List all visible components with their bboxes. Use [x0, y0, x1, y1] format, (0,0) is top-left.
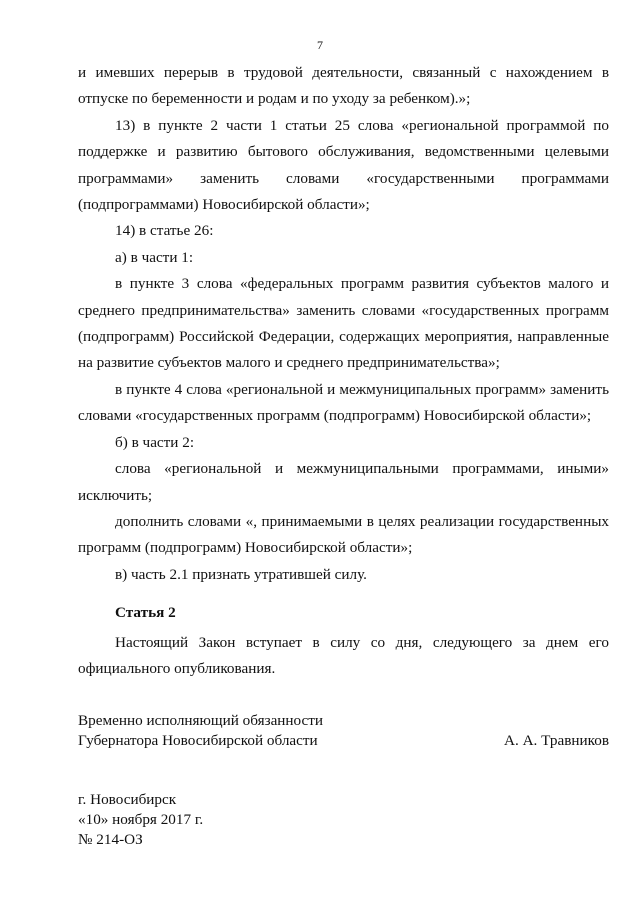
paragraph: дополнить словами «, принимаемыми в целях реализации государственных программ (подпрограмм) Новосибирской области»;	[78, 512, 609, 557]
paragraph: а) в части 1:	[115, 248, 194, 266]
paragraph: б) в части 2:	[115, 433, 195, 451]
city: г. Новосибирск	[78, 791, 177, 808]
article-heading: Статья 2	[115, 604, 176, 621]
paragraph: в пункте 3 слова «федеральных программ развития субъектов малого и среднего предпринимательства» заменить словами «государственных программ (подпрограмм) Российской Федерации, содержащих мероприятия, направленные на развитие субъектов малого и среднего предпринимательства»;	[78, 275, 609, 372]
paragraph: в пункте 4 слова «региональной и межмуниципальных программ» заменить словами «государственных программ (подпрограмм) Новосибирской области»;	[78, 380, 609, 425]
paragraph: 14) в статье 26:	[115, 222, 214, 240]
document-date: «10» ноября 2017 г.	[78, 811, 204, 828]
paragraph: слова «региональной и межмуниципальными программами, иными» исключить;	[78, 460, 609, 504]
law-amendments-text	[78, 60, 609, 588]
signature-block	[78, 711, 609, 751]
document-footer	[78, 790, 203, 850]
signer-position-line-1: Временно исполняющий обязанности	[78, 712, 324, 729]
article-paragraph: Настоящий Закон вступает в силу со дня, следующего за днем его официального опубликования.	[78, 634, 609, 678]
article-body	[78, 630, 609, 683]
document-number: № 214-ОЗ	[78, 831, 143, 848]
paragraph: в) часть 2.1 признать утратившей силу.	[115, 565, 367, 583]
signer-position-line-2: Губернатора Новосибирской области	[78, 732, 318, 749]
paragraph: и имевших перерыв в трудовой деятельности, связанный с нахождением в отпуске по беременности и родам и по уходу за ребенком).»;	[78, 64, 609, 108]
page-number: 7	[317, 38, 323, 52]
paragraph: 13) в пункте 2 части 1 статьи 25 слова «региональной программой по поддержке и развитию бытового обслуживания, ведомственными целевыми программами» заменить словами «государственными программами (подпрограммами) Новосибирской области»;	[78, 116, 609, 214]
signer-name: А. А. Травников	[504, 732, 609, 749]
